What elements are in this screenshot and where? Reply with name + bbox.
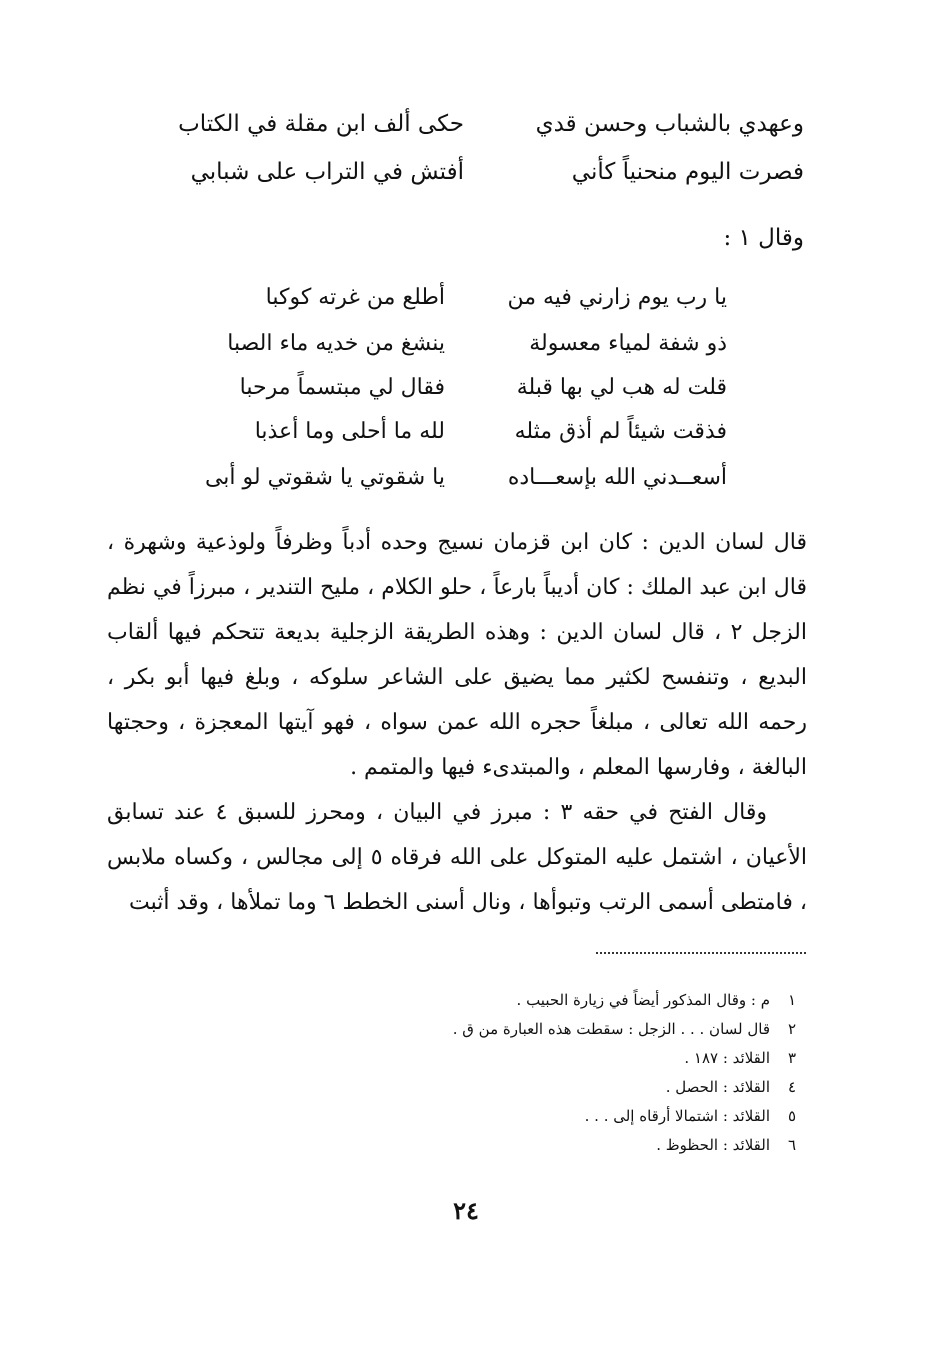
footnote-divider: [596, 952, 806, 954]
footnote-number: ١: [787, 991, 796, 1009]
prose-paragraph: وقال الفتح في حقه ٣ : مبرز في البيان ، ومحرز للسبق ٤ عند تسابق الأعيان ، اشتمل عليه المتوكل على الله فرقاه ٥ إلى مجالس ، وكساه ملابس ، فامتطى أسمى الرتب وتبوأها ، ونال أسنى الخطط ٦ وما تملأها ، وقد أثبت: [107, 800, 807, 915]
footnote-text: القلائد : ١٨٧ .: [684, 1049, 770, 1067]
footnote-text: القلائد : الحصل .: [665, 1078, 770, 1096]
hemistich-first: قلت له هب لي بها قبلة: [516, 375, 727, 400]
footnote-text: م : وقال المذكور أيضاً في زيارة الحبيب .: [516, 991, 770, 1009]
hemistich-second: فقال لي مبتسماً مرحبا: [239, 375, 445, 400]
poem-line: [197, 410, 727, 454]
footnote-text: قال لسان . . . الزجل : سقطت هذه العبارة من ق .: [452, 1020, 770, 1038]
hemistich-second: حكى ألف ابن مقلة في الكتاب: [178, 111, 464, 137]
footnote: [276, 1073, 796, 1102]
hemistich-second: يا شقوتي يا شقوتي لو أبى: [204, 465, 445, 490]
footnotes: [276, 986, 796, 1160]
poem-line: [197, 276, 727, 320]
footnote-number: ٢: [787, 1020, 796, 1038]
hemistich-first: ذو شفة لمياء معسولة: [529, 331, 727, 356]
footnote: [276, 1015, 796, 1044]
hemistich-second: أطلع من غرته كوكبا: [265, 285, 445, 310]
hemistich-first: وعهدي بالشباب وحسن قدي: [535, 111, 804, 137]
footnote: [276, 1044, 796, 1073]
hemistich-second: ينشغ من خديه ماء الصبا: [227, 331, 445, 356]
page-number: ٢٤: [453, 1196, 479, 1225]
footnote-text: القلائد : الحظوظ .: [656, 1136, 770, 1154]
footnote: [276, 1131, 796, 1160]
hemistich-first: يا رب يوم زارني فيه من: [507, 285, 727, 310]
footnote-number: ٥: [787, 1107, 796, 1125]
footnote-text: القلائد : اشتمالا أرقاه إلى . . .: [584, 1107, 770, 1125]
hemistich-second: لله ما أحلى وما أعذبا: [254, 419, 445, 444]
poem-line: [197, 322, 727, 366]
couplet-line: [124, 104, 804, 144]
poem-line: [197, 456, 727, 500]
hemistich-first: أسعــدني الله بإسعـــاده: [507, 465, 727, 490]
footnote: [276, 986, 796, 1015]
prose-paragraph: قال لسان الدين : كان ابن قزمان نسيج وحده أدباً وظرفاً ولوذعية وشهرة ، قال ابن عبد الملك : كان أديباً بارعاً ، حلو الكلام ، مليح التندير ، مبرزاً في نظم الزجل ٢ ، قال لسان الدين : وهذه الطريقة الزجلية بديعة تتحكم فيها ألقاب البديع ، وتنفسح لكثير مما يضيق على الشاعر سلوكه ، وبلغ فيها أبو بكر ، رحمه الله تعالى ، مبلغاً حجره الله عمن سواه ، فهو آيتها المعجزة ، وحجتها البالغة ، وفارسها المعلم ، والمبتدىء فيها والمتمم .: [107, 530, 807, 780]
footnote-number: ٣: [787, 1049, 796, 1067]
poem-line: [197, 366, 727, 410]
footnote-number: ٦: [787, 1136, 796, 1154]
prose-body: [107, 520, 807, 925]
footnote: [276, 1102, 796, 1131]
couplet-line: [124, 152, 804, 192]
footnote-number: ٤: [787, 1078, 796, 1096]
hemistich-second: أفتش في التراب على شبابي: [190, 159, 464, 185]
poem-intro: وقال ١ :: [723, 225, 804, 251]
hemistich-first: فذقت شيئاً لم أذق مثله: [514, 419, 727, 444]
hemistich-first: فصرت اليوم منحنياً كأني: [571, 159, 804, 185]
